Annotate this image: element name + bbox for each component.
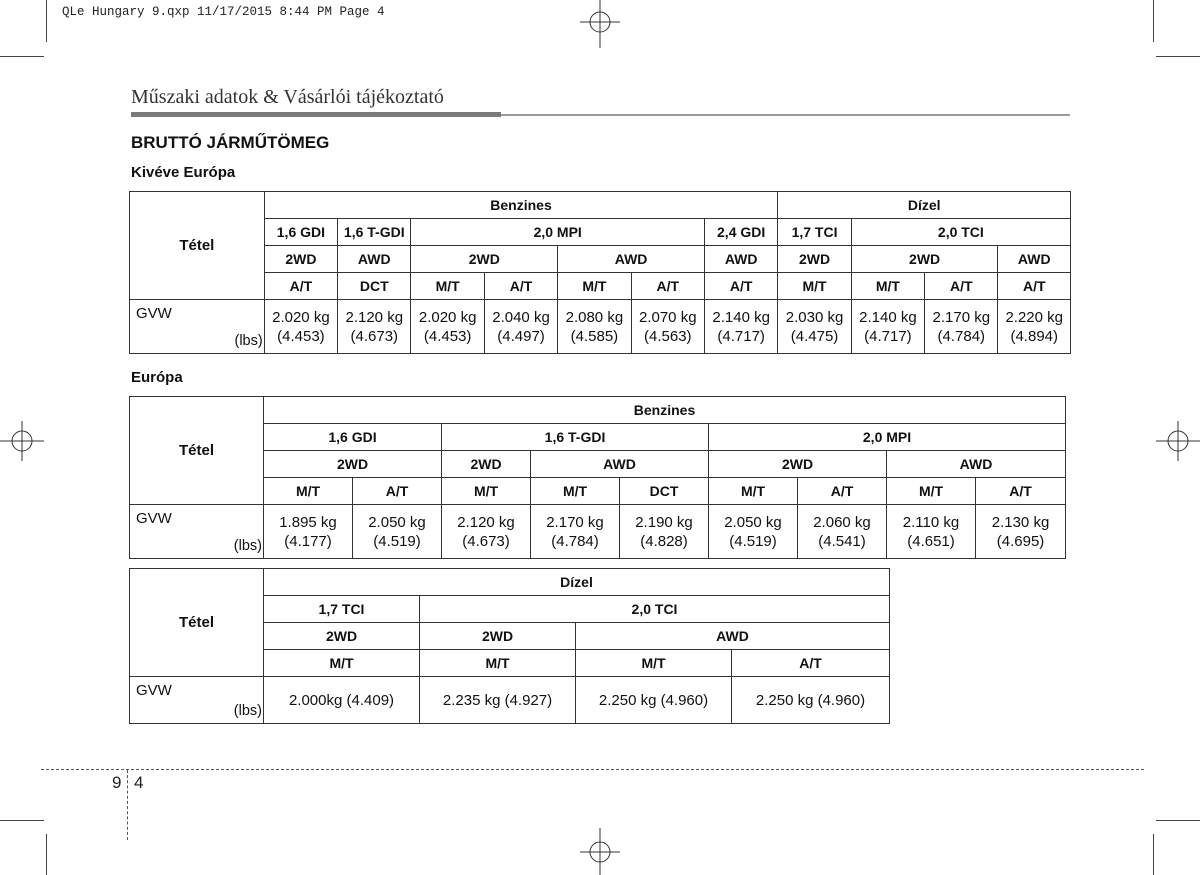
gvw-kg: 2.130 kg (991, 513, 1050, 531)
gvw-row-label (130, 300, 265, 354)
registration-mark-bottom-icon (574, 828, 626, 875)
gvw-value-cell (778, 300, 851, 354)
gvw-lbs: (4.497) (497, 327, 545, 345)
header-rule-thin (501, 114, 1070, 116)
gvw-value-cell: 2.000kg (4.409) (264, 677, 420, 724)
transmission-header: A/T (264, 273, 337, 300)
engine-header: 1,6 T-GDI (442, 424, 709, 451)
transmission-header: A/T (998, 273, 1071, 300)
gvw-value-cell: 2.235 kg (4.927) (420, 677, 576, 724)
engine-header: 2,0 TCI (420, 596, 890, 623)
transmission-header: A/T (798, 478, 887, 505)
item-header: Tétel (130, 192, 265, 300)
drive-header: 2WD (264, 246, 337, 273)
engine-header: 1,6 T-GDI (338, 219, 411, 246)
gvw-kg: 2.020 kg (418, 308, 477, 326)
registration-mark-right-icon (1154, 415, 1200, 467)
engine-header: 2,0 MPI (709, 424, 1066, 451)
gvw-lbs: (4.894) (1010, 327, 1058, 345)
footer-dashed-divider (127, 770, 128, 840)
drive-header: AWD (531, 451, 709, 478)
engine-header: 2,0 TCI (851, 219, 1070, 246)
lbs-label: (lbs) (233, 703, 262, 719)
gvw-lbs: (4.673) (462, 532, 510, 550)
transmission-header: M/T (264, 478, 353, 505)
gvw-lbs: (4.519) (373, 532, 421, 550)
subheading-non-europe: Kivéve Európa (131, 164, 236, 181)
transmission-header: M/T (576, 650, 732, 677)
item-header: Tétel (130, 569, 264, 677)
gvw-value-cell (264, 300, 337, 354)
gvw-kg: 2.140 kg (859, 308, 917, 326)
gvw-value-cell (925, 300, 998, 354)
gvw-lbs: (4.651) (907, 532, 955, 550)
transmission-header: DCT (620, 478, 709, 505)
gvw-lbs: (4.541) (818, 532, 866, 550)
gvw-kg: 2.170 kg (932, 308, 991, 326)
crop-mark-bottom-left-horizontal (0, 820, 44, 821)
gvw-value-cell (976, 505, 1066, 559)
subheading-europe: Európa (131, 369, 183, 386)
gvw-kg: 2.080 kg (565, 308, 624, 326)
group-header-petrol: Benzines (264, 192, 778, 219)
gvw-lbs: (4.563) (644, 327, 692, 345)
transmission-header: M/T (442, 478, 531, 505)
transmission-header: A/T (976, 478, 1066, 505)
gvw-value-cell (998, 300, 1071, 354)
gvw-value-cell (353, 505, 442, 559)
header-rule-dark (131, 112, 501, 117)
engine-header: 1,6 GDI (264, 424, 442, 451)
gvw-lbs: (4.453) (423, 327, 472, 345)
gvw-value-cell: 2.250 kg (4.960) (732, 677, 890, 724)
gvw-row-label (130, 505, 264, 559)
gvw-kg: 2.110 kg (902, 513, 960, 531)
transmission-header: M/T (411, 273, 484, 300)
gvw-kg: 2.220 kg (1005, 308, 1063, 326)
crop-mark-top-left-vertical (46, 0, 47, 42)
drive-header: 2WD (264, 623, 420, 650)
gvw-lbs: (4.585) (570, 327, 619, 345)
transmission-header: M/T (264, 650, 420, 677)
gvw-kg: 1.895 kg (279, 513, 337, 531)
gvw-label: GVW (136, 305, 172, 322)
gvw-table-non-europe (129, 191, 1071, 354)
engine-header: 1,7 TCI (778, 219, 851, 246)
transmission-header: A/T (704, 273, 777, 300)
gvw-lbs: (4.177) (284, 532, 332, 550)
crop-mark-top-left-horizontal (0, 56, 44, 57)
transmission-header: A/T (353, 478, 442, 505)
gvw-value-cell (264, 505, 353, 559)
gvw-label: GVW (136, 510, 172, 527)
transmission-header: M/T (531, 478, 620, 505)
drive-header: 2WD (851, 246, 998, 273)
gvw-value-cell (484, 300, 557, 354)
running-header-title: Műszaki adatok & Vásárlói tájékoztató (131, 86, 444, 108)
gvw-lbs: (4.784) (937, 327, 986, 345)
engine-header: 2,4 GDI (704, 219, 777, 246)
transmission-header: A/T (484, 273, 557, 300)
gvw-kg: 2.120 kg (457, 513, 515, 531)
lbs-label: (lbs) (234, 333, 263, 349)
gvw-kg: 2.060 kg (813, 513, 871, 531)
gvw-value-cell (704, 300, 777, 354)
gvw-kg: 2.190 kg (635, 513, 693, 531)
gvw-value-cell (338, 300, 411, 354)
transmission-header: A/T (732, 650, 890, 677)
crop-mark-top-right-horizontal (1156, 56, 1200, 57)
gvw-lbs: (4.695) (996, 532, 1045, 550)
gvw-lbs: (4.784) (551, 532, 599, 550)
group-header-petrol: Benzines (264, 397, 1066, 424)
chapter-number: 9 (112, 773, 122, 792)
gvw-value-cell (631, 300, 704, 354)
transmission-header: A/T (925, 273, 998, 300)
gvw-value-cell (851, 300, 924, 354)
drive-header: AWD (704, 246, 777, 273)
gvw-lbs: (4.519) (729, 532, 777, 550)
gvw-kg: 2.070 kg (638, 308, 697, 326)
group-header-diesel: Dízel (778, 192, 1071, 219)
drive-header: AWD (887, 451, 1066, 478)
drive-header: 2WD (411, 246, 558, 273)
transmission-header: A/T (631, 273, 704, 300)
drive-header: 2WD (442, 451, 531, 478)
crop-mark-bottom-right-horizontal (1156, 820, 1200, 821)
engine-header: 1,7 TCI (264, 596, 420, 623)
gvw-value-cell (442, 505, 531, 559)
gvw-value-cell (411, 300, 484, 354)
drive-header: 2WD (709, 451, 887, 478)
gvw-value-cell: 2.250 kg (4.960) (576, 677, 732, 724)
drive-header: AWD (576, 623, 890, 650)
gvw-kg: 2.020 kg (272, 308, 330, 326)
crop-mark-bottom-right-vertical (1153, 834, 1154, 875)
transmission-header: M/T (709, 478, 798, 505)
print-slug: QLe Hungary 9.qxp 11/17/2015 8:44 PM Page 4 (62, 5, 385, 19)
item-header: Tétel (130, 397, 264, 505)
engine-header: 2,0 MPI (411, 219, 705, 246)
gvw-value-cell (531, 505, 620, 559)
gvw-value-cell (887, 505, 976, 559)
crop-mark-top-right-vertical (1153, 0, 1154, 42)
drive-header: 2WD (778, 246, 851, 273)
gvw-kg: 2.030 kg (785, 308, 844, 326)
gvw-lbs: (4.828) (640, 532, 688, 550)
drive-header: 2WD (264, 451, 442, 478)
gvw-kg: 2.120 kg (345, 308, 404, 326)
registration-mark-left-icon (0, 415, 46, 467)
transmission-header: M/T (778, 273, 851, 300)
gvw-value-cell (709, 505, 798, 559)
page-number: 4 (134, 773, 144, 792)
transmission-header: M/T (558, 273, 631, 300)
gvw-table-europe-diesel (129, 568, 890, 724)
gvw-lbs: (4.453) (277, 327, 325, 345)
gvw-kg: 2.140 kg (712, 308, 770, 326)
engine-header: 1,6 GDI (264, 219, 337, 246)
drive-header: 2WD (420, 623, 576, 650)
drive-header: AWD (558, 246, 705, 273)
transmission-header: M/T (851, 273, 924, 300)
lbs-label: (lbs) (233, 538, 262, 554)
gvw-value-cell (620, 505, 709, 559)
gvw-table-europe-petrol (129, 396, 1066, 559)
gvw-label: GVW (136, 682, 172, 699)
gvw-value-cell (798, 505, 887, 559)
gvw-kg: 2.040 kg (492, 308, 550, 326)
footer-dashed-rule (41, 769, 1144, 770)
crop-mark-bottom-left-vertical (46, 834, 47, 875)
group-header-diesel: Dízel (264, 569, 890, 596)
drive-header: AWD (998, 246, 1071, 273)
gvw-lbs: (4.717) (717, 327, 765, 345)
gvw-kg: 2.050 kg (368, 513, 426, 531)
gvw-lbs: (4.673) (350, 327, 399, 345)
registration-mark-top-icon (574, 0, 626, 50)
drive-header: AWD (338, 246, 411, 273)
section-title: BRUTTÓ JÁRMŰTÖMEG (131, 133, 330, 152)
gvw-kg: 2.050 kg (724, 513, 782, 531)
transmission-header: M/T (420, 650, 576, 677)
gvw-row-label (130, 677, 264, 724)
transmission-header: M/T (887, 478, 976, 505)
gvw-lbs: (4.717) (864, 327, 912, 345)
gvw-lbs: (4.475) (790, 327, 839, 345)
transmission-header: DCT (338, 273, 411, 300)
gvw-kg: 2.170 kg (546, 513, 604, 531)
gvw-value-cell (558, 300, 631, 354)
